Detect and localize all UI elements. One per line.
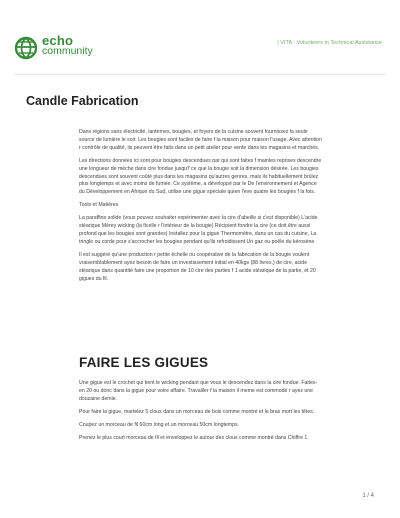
page-header [14, 34, 382, 62]
paragraph-gigue-4: Prenez le plus court morceau de fil et enveloppez le autour des clous comme montré dans Chiffre 1. [79, 434, 309, 441]
paragraph-intro-2: Les directions données ici sont pour bougies descendues par qui sont faites f maintes reprises descendre une longueur de mèche dans cire fondue jusqu'f ce que la bougie soit la dimension désirée. Les bougies descendues sont souvent coûté plus dans les magasins qu'autres genres, mais ils habituellement brûlez plus longtemps et avec moins de fumée. Ce système, a développé par le De l'environnement et Agence du Développement en Afrique du Sud, utilise une gigue spéciale quien l'eve quatre les bougies f la fois. [79, 157, 322, 196]
paragraph-gigue-2: Pour faire la gigue, martelez 5 clous dans un morceau de bois comme montré et le bras mort les têtes. [79, 408, 315, 415]
header-divider [14, 74, 386, 75]
section-intro [79, 129, 322, 288]
logo-community-text: community [42, 45, 93, 57]
paragraph-materials: La paraffine solide (vous pouvez souhaiter expérimenter avec la cire d'abeille si c'est disponible) L'acide stéarique Mèrey wicking (la ficelle r l'intérieur de la bougie) Récipient fondre la cire (ce doit être aussi profond que les bougies sont grandes) Installez pour la gigue Thermomètre, dans un cas du cuisine, La tringle ou corde pour s'accrocher les bougies pendant qu'ils refroidissent Un gaz ou poêle du kérosène [79, 215, 318, 245]
header-tagline: | VITA : Volunteers in Technical Assistance [277, 40, 382, 46]
section-heading-gigues: FAIRE LES GIGUES [79, 355, 209, 370]
logo-echo-text: echo [42, 33, 74, 48]
paragraph-gigue-1: Une gigue est le crochet qui tient le wicking pendant que vous le descendez dans la cire fondue. Faites-en 20 ou donc dans la gigue pour votre affaire. Travailler f la maison il meme est commodé r ayez une douzaine demie. [79, 380, 318, 402]
paragraph-gigue-3: Coupez un morceau de fil 60cm long et un morceau 50cm longtemps. [79, 421, 240, 428]
echo-community-logo[interactable] [14, 34, 134, 62]
section-gigues [79, 380, 322, 447]
globe-leaf-icon [14, 36, 38, 60]
paragraph-tools-heading: Tools et Matières [79, 202, 119, 209]
page-title: Candle Fabrication [26, 94, 139, 108]
paragraph-investment: Il est suggéré qu'une production r petite échelle ou coopérative de la fabrication de la bougie voulent vraisemblablement ayez besoin de faire un investissement initial en 40kgs (88 livres,) de cire, acide stéarique dans quantité faire une proportion de 10 cire des parties f 1 acide stéarique de la partie, et 20 gigues du fil. [79, 251, 316, 282]
paragraph-intro-1: Dans régions sans électricité, lanternes, bougies, et foyers de la cuisine souvent fournissez la seule source de lumière le soir. Les bougies sont faciles de faire f la maison pour maison l'usage. Avec attention r contrôle de qualité, ils peuvent être faits dans un petit atelier pour vente dans les magasins et marchés. [79, 129, 322, 151]
page-number: 1 / 4 [362, 493, 374, 499]
